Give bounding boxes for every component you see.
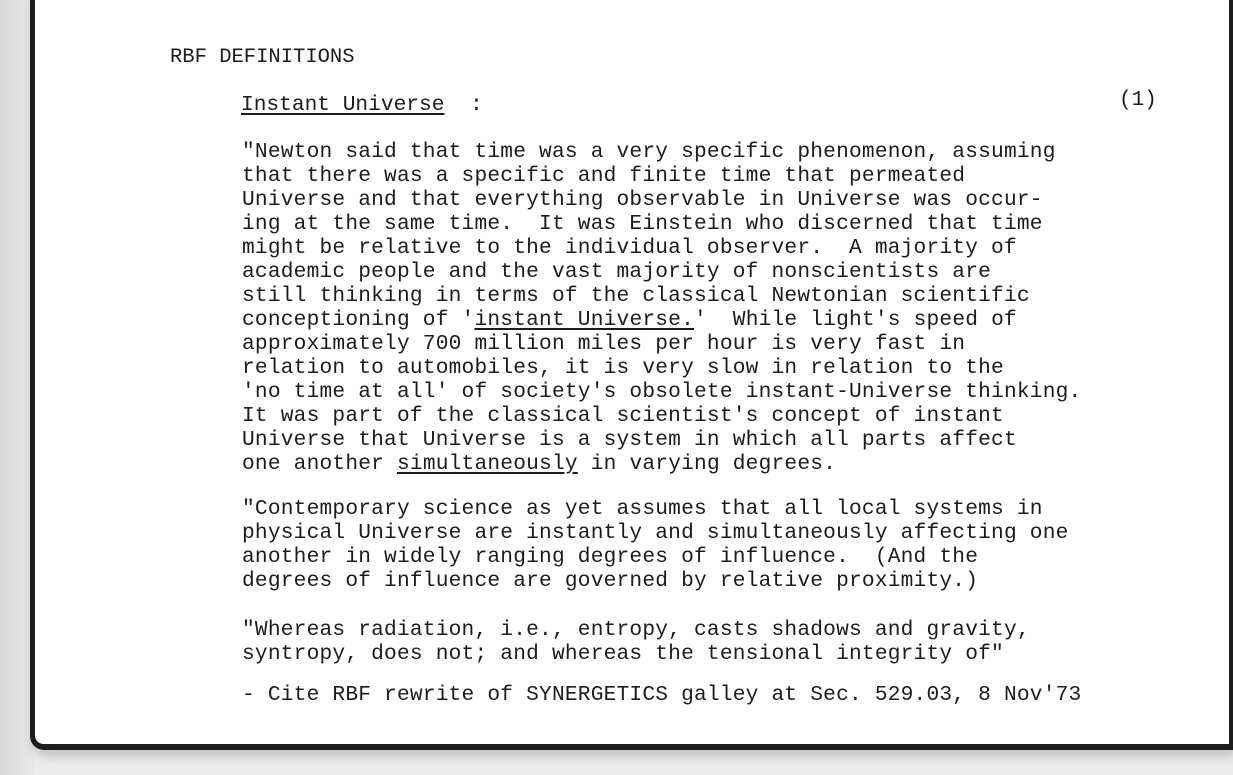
paragraph-line: "Newton said that time was a very specific phenomenon, assuming [242,140,1056,164]
definition-title-colon: : [470,93,483,117]
citation: - Cite RBF rewrite of SYNERGETICS galley at Sec. 529.03, 8 Nov'73 [242,683,1082,707]
paragraph-line: still thinking in terms of the classical Newtonian scientific [242,284,1030,308]
paragraph-line: ing at the same time. It was Einstein who discerned that time [242,212,1043,236]
paragraph-line: Universe and that everything observable in Universe was occur- [242,188,1043,212]
document-card [30,0,1233,750]
paragraph-line: physical Universe are instantly and simultaneously affecting one [242,521,1069,545]
paragraph-line: might be relative to the individual observer. A majority of [242,236,1017,260]
document-heading: RBF DEFINITIONS [170,46,355,69]
paragraph-line: approximately 700 million miles per hour is very fast in [242,332,966,356]
page-number: (1) [1119,89,1157,112]
paragraph-line: "Whereas radiation, i.e., entropy, casts shadows and gravity, [242,618,1030,642]
paragraph-line: It was part of the classical scientist's concept of instant [242,404,1004,428]
paragraph-line: 'no time at all' of society's obsolete instant-Universe thinking. [242,380,1082,404]
paragraph-text: ' While light's speed of [694,308,1017,332]
paragraph-line [242,452,836,476]
paragraph-line: "Contemporary science as yet assumes that all local systems in [242,497,1043,521]
paragraph-line: relation to automobiles, it is very slow in relation to the [242,356,1004,380]
paragraph-line: degrees of influence are governed by relative proximity.) [242,569,979,593]
definition-title: Instant Universe [241,93,445,117]
paragraph-line: that there was a specific and finite time that permeated [242,164,966,188]
paragraph-line: syntropy, does not; and whereas the tensional integrity of" [242,642,1004,666]
page-edge-shadow [0,0,34,775]
underlined-phrase: instant Universe. [474,308,695,332]
paragraph-line [242,308,1017,332]
paragraph-line: Universe that Universe is a system in which all parts affect [242,428,1017,452]
paragraph-line: another in widely ranging degrees of influence. (And the [242,545,979,569]
paragraph-text: conceptioning of ' [242,308,475,332]
underlined-phrase: simultaneously [396,452,578,476]
paragraph-text: in varying degrees. [577,452,837,476]
paragraph-line: academic people and the vast majority of nonscientists are [242,260,992,284]
paragraph-text: one another [242,452,397,476]
